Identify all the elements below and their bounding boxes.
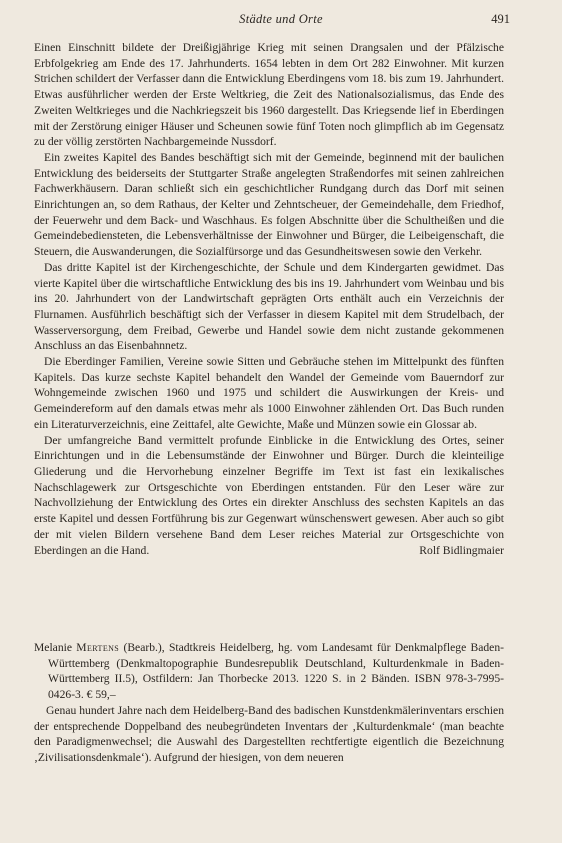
author-first-name: Melanie [34, 641, 72, 654]
running-title: Städte und Orte [239, 12, 323, 26]
review-paragraph: Ein zweites Kapitel des Bandes beschäftigt sich mit der Gemeinde, beginnend mit der baulichen Entwicklung des beiderseits der Stuttgarter Straße angelegten Straßendorfes mit seinen zahlreichen Fachwerkhäusern. Daran schließt sich ein geschichtlicher Rundgang durch das Dorf mit seinen Einrichtungen an, so dem Rathaus, der Kelter und Zehntscheuer, der Gemeindehalle, dem Friedhof, der Feuerwehr und dem Back- und Waschhaus. Es folgen Abschnitte über die Schultheißen und die Gemeindebediensteten, die Lebensverhältnisse der Einwohner und Bürger, die Leibeigenschaft, die Steuern, die Auswanderungen, die Sozialfürsorge und das Gesundheitswesen sowie den Verkehr. [34, 150, 504, 259]
next-review-entry [34, 640, 504, 766]
review-paragraph: Die Eberdinger Familien, Vereine sowie Sitten und Gebräuche stehen im Mittelpunkt des fünften Kapitels. Das kurze sechste Kapitel behandelt den Wandel der Gemeinde vom Bauerndorf zur Wohngemeinde zwischen 1960 und 1975 und schildert die Auswirkungen der Kreis- und Gemeindereform auf den damals etwas mehr als 1000 Einwohner zählenden Ort. Das Buch runden ein Literaturverzeichnis, eine Zeittafel, alte Gewichte, Maße und Münzen sowie ein Glossar ab. [34, 355, 504, 431]
page-header [0, 12, 562, 32]
review-text [34, 40, 504, 558]
review-paragraph: Einen Einschnitt bildete der Dreißigjährige Krieg mit seinen Drangsalen und der Pfälzische Erbfolgekrieg am Ende des 17. Jahrhunderts. 1654 lebten in dem Ort 282 Einwohner. Mit kurzen Strichen schildert der Verfasser dann die Entwicklung Eberdingens vom 18. bis zum 19. Jahrhundert. Etwas ausführlicher werden der Erste Weltkrieg, die Zeit des Nationalsozialismus, das Ende des Zweiten Weltkrieges und die Nachkriegszeit bis 1960 dargestellt. Das Kriegsende lief in Eberdingen mit der Zerstörung einiger Häuser und Scheunen sowie fünf Toten noch glimpflich ab im Gegensatz zu der völlig zerstörten Nachbargemeinde Nussdorf. [34, 41, 504, 149]
book-citation [34, 640, 504, 703]
author-last-name: Mertens [76, 641, 120, 654]
review-paragraph: Genau hundert Jahre nach dem Heidelberg-Band des badischen Kunstdenkmälerinventars erschien der entsprechende Doppelband des neubegründeten Inventars der ‚Kulturdenkmale‘ (man beachte den Paradigmenwechsel; die Auswahl des Dargestellten rechtfertigte eigentlich die Bezeichnung ‚Zivilisationsdenkmale‘). Aufgrund der hiesigen, von dem neueren [34, 703, 504, 764]
reviewer-name: Rolf Bidlingmaier [419, 543, 504, 557]
page-number: 491 [491, 12, 510, 26]
review-paragraph-last [34, 433, 504, 559]
review-closing-text: Der umfangreiche Band vermittelt profunde Einblicke in die Entwicklung des Ortes, seiner Einrichtungen und in die Lebensumstände der Einwohner und Bürger. Durch die kleinteilige Gliederung und die Hervorhebung einzelner Begriffe im Text ist fast ein lexikalisches Nachschlagewerk zur Ortsgeschichte von Eberdingen entstanden. Für den Leser wäre zur Nachvollziehung der Entwicklung des Ortes ein direkter Anschluss des sechsten Kapitels an das erste Kapitel und dessen Fortführung bis zur Gegenwart wünschenswert gewesen. Aber auch so gibt der mit vielen Bildern versehene Band dem Leser reiches Material zur Ortsgeschichte von Eberdingen an die Hand. [34, 433, 504, 557]
review-paragraph: Das dritte Kapitel ist der Kirchengeschichte, der Schule und dem Kindergarten gewidmet. Das vierte Kapitel über die wirtschaftliche Entwicklung des bis ins 19. Jahrhundert vom Weinbau und bis ins 20. Jahrhundert von der Landwirtschaft geprägten Orts enthält auch ein Verzeichnis der Flurnamen. Ausführlich beschäftigt sich der Verfasser in diesem Kapitel mit dem Strudelbach, der Wasserversorgung, dem Freibad, Gewerbe und Handel sowie dem nicht zustande gekommenen Anschluss an das Eisenbahnnetz. [34, 260, 504, 353]
citation-details: (Bearb.), Stadtkreis Heidelberg, hg. vom Landesamt für Denkmalpflege Baden-Württemberg (Denkmaltopographie Bundesrepublik Deutschland, Kulturdenkmale in Baden-Württemberg II.5), Ostfildern: Jan Thorbecke 2013. 1220 S. in 2 Bänden. ISBN 978-3-7995-0426-3. € 59,– [48, 641, 504, 702]
